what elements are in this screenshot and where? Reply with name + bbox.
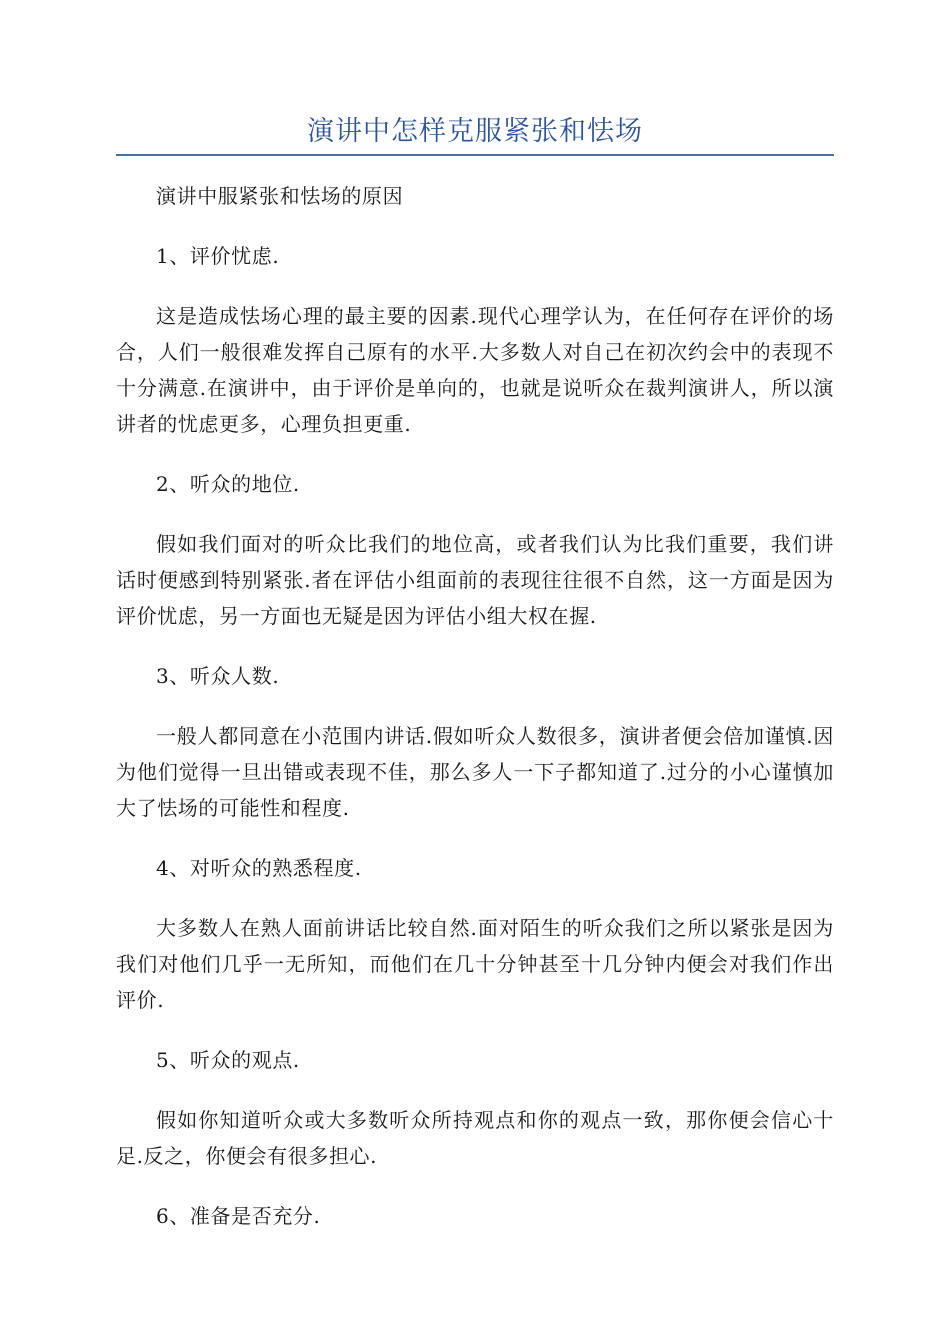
document-title: 演讲中怎样克服紧张和怯场	[307, 116, 643, 147]
point-heading-5: 5、听众的观点.	[156, 1048, 300, 1072]
point-body-3: 一般人都同意在小范围内讲话.假如听众人数很多，演讲者便会倍加谨慎.因为他们觉得一旦出错或表现不佳，那么多人一下子都知道了.过分的小心谨慎加大了怯场的可能性和程度.	[116, 724, 834, 820]
point-body-2: 假如我们面对的听众比我们的地位高，或者我们认为比我们重要，我们讲话时便感到特别紧张.者在评估小组面前的表现往往很不自然，这一方面是因为评价忧虑，另一方面也无疑是因为评估小组大权在握.	[116, 532, 834, 628]
point-heading-4: 4、对听众的熟悉程度.	[156, 856, 362, 880]
section-heading: 演讲中服紧张和怯场的原因	[156, 184, 404, 208]
point-body-1: 这是造成怯场心理的最主要的因素.现代心理学认为，在任何存在评价的场合，人们一般很难发挥自己原有的水平.大多数人对自己在初次约会中的表现不十分满意.在演讲中，由于评价是单向的，也就是说听众在裁判演讲人，所以演讲者的忧虑更多，心理负担更重.	[116, 304, 834, 436]
point-heading-6: 6、准备是否充分.	[156, 1204, 321, 1228]
document-page	[116, 112, 834, 1258]
point-body-5: 假如你知道听众或大多数听众所持观点和你的观点一致，那你便会信心十足.反之，你便会有很多担心.	[116, 1108, 834, 1168]
point-heading-3: 3、听众人数.	[156, 664, 280, 688]
point-heading-1: 1、评价忧虑.	[156, 244, 280, 268]
title-underline	[116, 154, 834, 156]
document-body	[116, 178, 834, 1234]
point-body-4: 大多数人在熟人面前讲话比较自然.面对陌生的听众我们之所以紧张是因为我们对他们几乎一无所知，而他们在几十分钟甚至十几分钟内便会对我们作出评价.	[116, 916, 834, 1012]
point-heading-2: 2、听众的地位.	[156, 472, 300, 496]
